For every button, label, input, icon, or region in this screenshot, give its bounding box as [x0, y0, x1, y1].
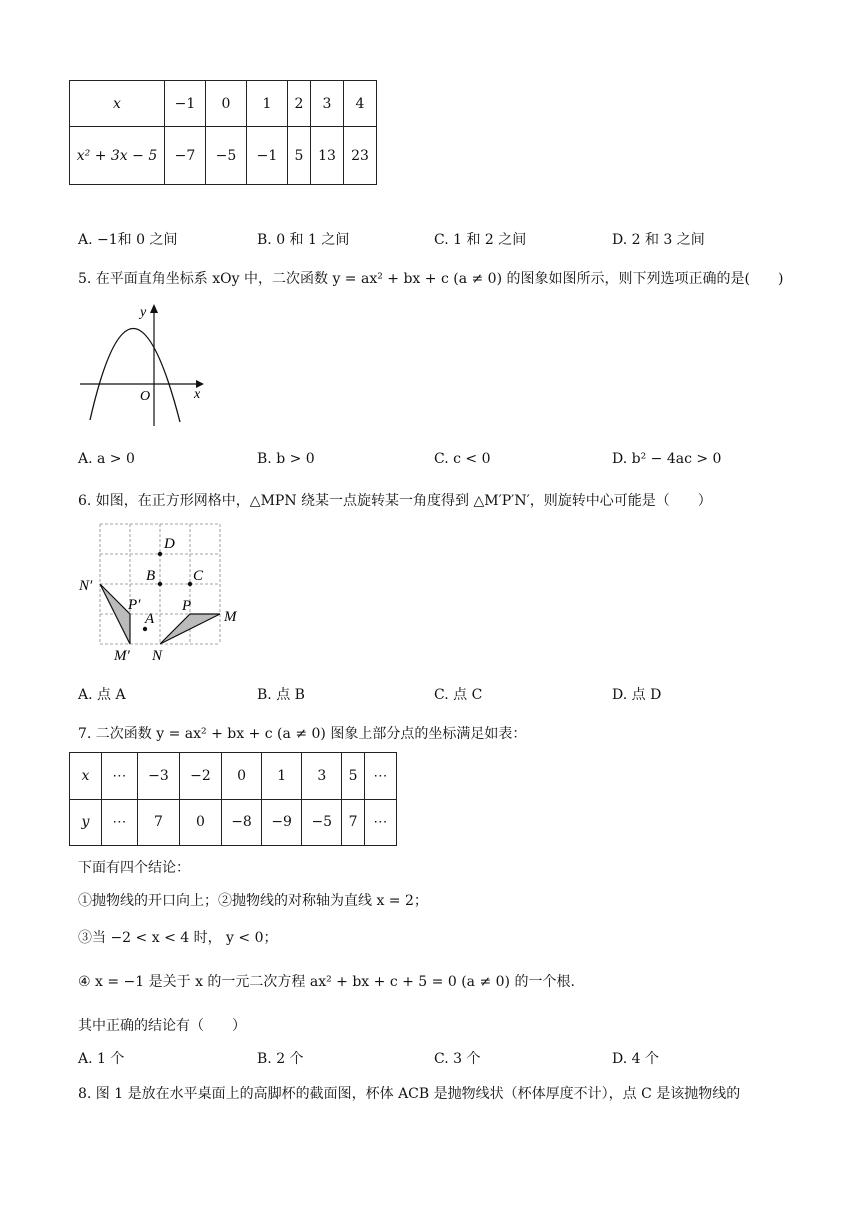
table-cell: 5 [288, 127, 311, 185]
q7-conclusion-3: ③当 −2 < x < 4 时， y < 0； [78, 930, 278, 946]
table-cell: 2 [288, 81, 311, 127]
q6-option-d[interactable]: D. 点 D [612, 687, 662, 703]
table-values-1 [69, 80, 377, 185]
q6-stem: 6. 如图，在正方形网格中，△MPN 绕某一点旋转某一角度得到 △M′P′N′，则旋转中心可能是（ ） [78, 493, 712, 509]
table-cell: −7 [165, 127, 206, 185]
table-cell: ⋯ [364, 753, 396, 800]
q7-intro: 下面有四个结论： [78, 860, 190, 876]
label-n: N [152, 648, 163, 664]
table-cell: 1 [247, 81, 288, 127]
table-cell: −9 [262, 799, 302, 846]
q7-option-c[interactable]: C. 3 个 [434, 1051, 481, 1067]
origin-label: O [140, 389, 151, 404]
q7-stem: 7. 二次函数 y = ax² + bx + c (a ≠ 0) 图象上部分点的坐标满足如表： [78, 726, 527, 742]
q5-stem: 5. 在平面直角坐标系 xOy 中，二次函数 y = ax² + bx + c (a ≠ 0) 的图象如图所示，则下列选项正确的是( ) [78, 271, 784, 287]
q6-option-a[interactable]: A. 点 A [78, 687, 126, 703]
table-cell: x [70, 753, 102, 800]
table-cell: −5 [206, 127, 247, 185]
label-m: M [224, 609, 237, 625]
table-cell: 4 [344, 81, 377, 127]
table-cell: x² + 3x − 5 [70, 127, 165, 185]
table-cell: 13 [311, 127, 344, 185]
table-values-2 [69, 752, 397, 846]
q8-stem: 8. 图 1 是放在水平桌面上的高脚杯的截面图，杯体 ACB 是抛物线状（杯体厚度不计），点 C 是该抛物线的 [78, 1086, 741, 1102]
table-cell: x [70, 81, 165, 127]
table-cell: 23 [344, 127, 377, 185]
label-a: A [145, 611, 155, 627]
label-d: D [164, 536, 175, 552]
table-cell: ⋯ [101, 753, 137, 800]
q7-ask: 其中正确的结论有（ ） [78, 1018, 246, 1034]
table-cell: ⋯ [101, 799, 137, 846]
x-axis-label: x [194, 387, 201, 402]
table-cell: y [70, 799, 102, 846]
q7-option-b[interactable]: B. 2 个 [257, 1051, 304, 1067]
label-b: B [146, 568, 156, 584]
table-cell: 1 [262, 753, 302, 800]
label-m1: M′ [114, 648, 130, 664]
q5-option-c[interactable]: C. c < 0 [434, 451, 491, 467]
q4-option-d[interactable]: D. 2 和 3 之间 [612, 232, 705, 248]
table-cell: 7 [342, 799, 364, 846]
q6-option-c[interactable]: C. 点 C [434, 687, 483, 703]
label-p: P [182, 598, 192, 614]
q6-grid-figure [76, 518, 256, 664]
q4-option-b[interactable]: B. 0 和 1 之间 [257, 232, 350, 248]
table-cell: −2 [179, 753, 221, 800]
table-cell: 0 [221, 753, 261, 800]
table-cell: ⋯ [364, 799, 396, 846]
table-cell: 3 [311, 81, 344, 127]
table-cell: 0 [206, 81, 247, 127]
point-c [188, 582, 192, 586]
point-b [158, 582, 162, 586]
label-n1: N′ [79, 578, 93, 594]
q7-option-a[interactable]: A. 1 个 [78, 1051, 125, 1067]
table-cell: −8 [221, 799, 261, 846]
table-cell: −5 [302, 799, 342, 846]
q5-parabola-figure [76, 298, 216, 430]
y-axis-arrow-icon [150, 304, 158, 313]
q5-option-d[interactable]: D. b² − 4ac > 0 [612, 451, 722, 467]
q7-option-d[interactable]: D. 4 个 [612, 1051, 659, 1067]
table-cell: −1 [247, 127, 288, 185]
table-cell: 0 [179, 799, 221, 846]
table-cell: 3 [302, 753, 342, 800]
q5-option-b[interactable]: B. b > 0 [257, 451, 315, 467]
table-cell: −1 [165, 81, 206, 127]
q4-option-a[interactable]: A. −1和 0 之间 [78, 232, 178, 248]
table-cell: 7 [137, 799, 179, 846]
q5-option-a[interactable]: A. a > 0 [78, 451, 135, 467]
q4-option-c[interactable]: C. 1 和 2 之间 [434, 232, 527, 248]
label-p1: P′ [128, 597, 141, 613]
y-axis-label: y [140, 305, 147, 320]
q7-conclusion-4: ④ x = −1 是关于 x 的一元二次方程 ax² + bx + c + 5 = 0 (a ≠ 0) 的一个根. [78, 974, 575, 990]
table-cell: 5 [342, 753, 364, 800]
q6-option-b[interactable]: B. 点 B [257, 687, 305, 703]
triangle-m1p1n1 [100, 584, 130, 644]
q7-conclusion-1-2: ①抛物线的开口向上；②抛物线的对称轴为直线 x = 2； [78, 893, 428, 909]
point-d [158, 552, 162, 556]
point-a [143, 627, 147, 631]
label-c: C [193, 568, 204, 584]
parabola-curve [90, 328, 180, 422]
table-cell: −3 [137, 753, 179, 800]
